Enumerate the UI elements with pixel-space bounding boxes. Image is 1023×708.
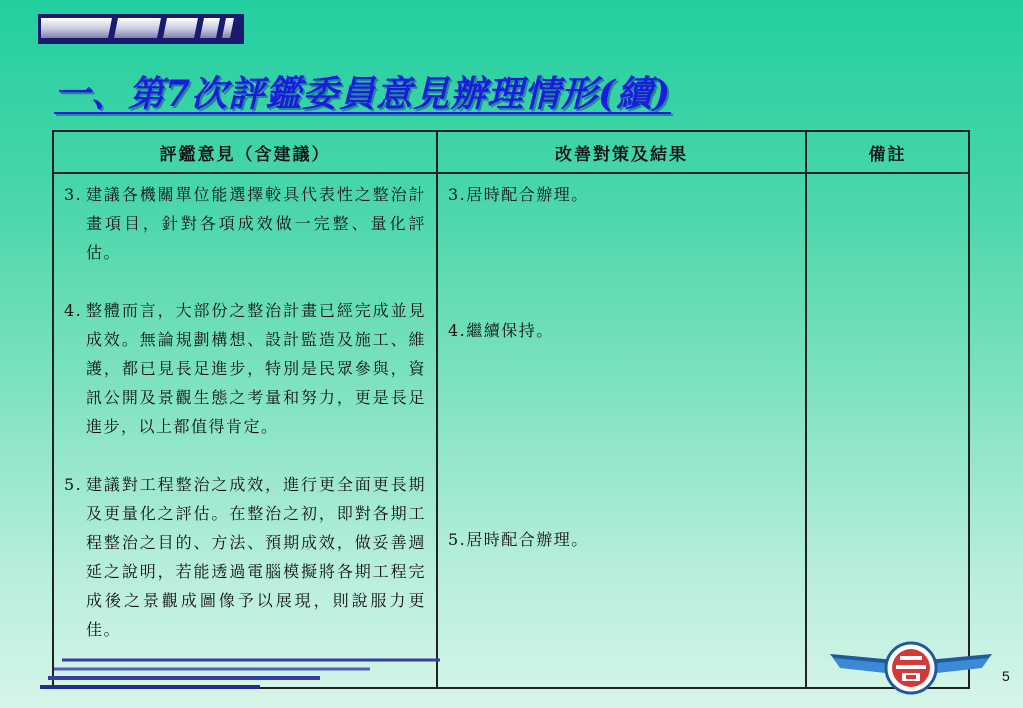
opinion-number: 3. bbox=[64, 185, 83, 204]
review-table bbox=[52, 130, 970, 689]
page-number: 5 bbox=[1002, 668, 1010, 684]
result-item: 5.居時配合辦理。 bbox=[448, 530, 589, 549]
horizontal-lines-icon bbox=[40, 656, 460, 692]
opinion-cell bbox=[53, 173, 437, 688]
header-opinion: 評鑑意見（含建議） bbox=[53, 131, 437, 173]
result-cell bbox=[437, 173, 806, 688]
result-item: 4.繼續保持。 bbox=[448, 321, 554, 340]
remark-cell bbox=[806, 173, 969, 688]
slanted-bars-icon bbox=[38, 14, 244, 44]
opinion-text: 整體而言，大部份之整治計畫已經完成並見成效。無論規劃構想、設計監造及施工、維護，都已見長足進步，特別是民眾參與，資訊公開及景觀生態之考量和努力，更是長足進步，以上都值得肯定。 bbox=[86, 301, 426, 436]
opinion-number: 5. bbox=[64, 475, 83, 494]
table-row bbox=[53, 173, 969, 688]
opinion-item bbox=[64, 470, 426, 644]
winged-emblem-icon bbox=[830, 640, 992, 696]
opinion-text: 建議對工程整治之成效，進行更全面更長期及更量化之評估。在整治之初，即對各期工程整治之目的、方法、預期成效，做妥善週延之說明，若能透過電腦模擬將各期工程完成後之景觀成圖像予以展現，則說服力更佳。 bbox=[86, 475, 426, 639]
header-remark: 備註 bbox=[806, 131, 969, 173]
header-result: 改善對策及結果 bbox=[437, 131, 806, 173]
opinion-item bbox=[64, 180, 426, 267]
page-title: 一、第7次評鑑委員意見辦理情形(續) bbox=[54, 73, 672, 115]
opinion-text: 建議各機關單位能選擇較具代表性之整治計畫項目，針對各項成效做一完整、量化評估。 bbox=[86, 185, 426, 262]
result-item: 3.居時配合辦理。 bbox=[448, 185, 589, 204]
table-header-row bbox=[53, 131, 969, 173]
opinion-number: 4. bbox=[64, 301, 83, 320]
opinion-item bbox=[64, 296, 426, 441]
